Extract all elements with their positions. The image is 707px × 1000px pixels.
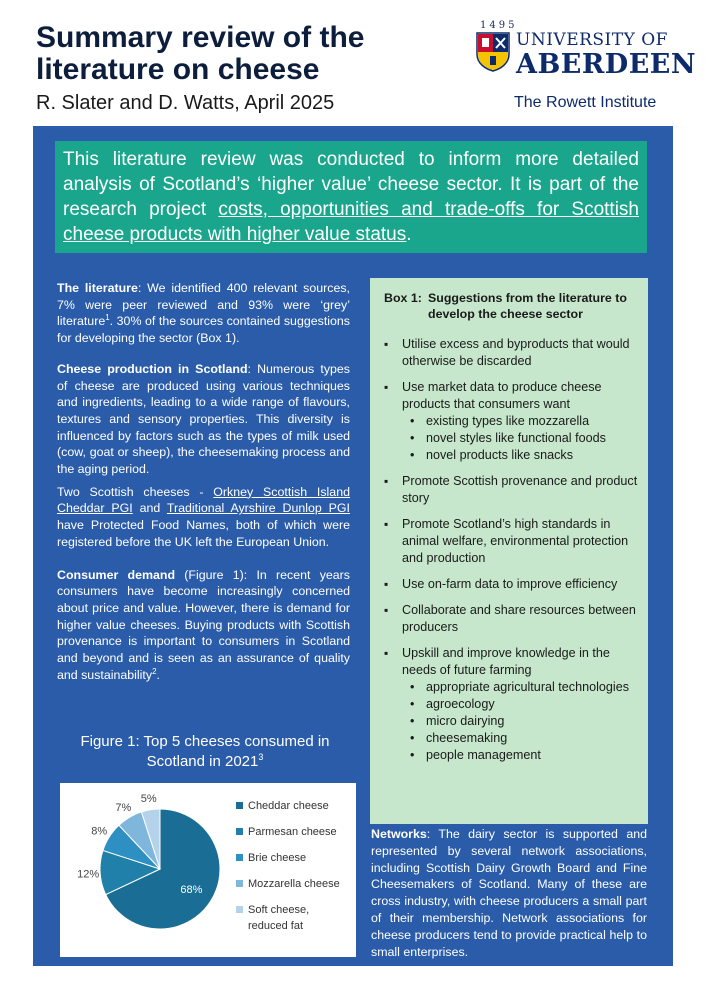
literature-paragraph: The literature: We identified 400 relevant sources, 7% were peer reviewed and 93% were ‘grey’ literature$^1$. 30% of the sources contained suggestions for developing the sector (Box 1). [57, 281, 351, 346]
intro-text: This literature review was conducted to inform more detailed analysis of Scotland’s ‘higher value’ cheese sector. It is part of the research project [63, 149, 639, 220]
box1-item [384, 645, 638, 764]
page-title: Summary review of the literature on cheese [36, 21, 365, 86]
box1-item-text: Collaborate and share resources between producers [402, 603, 636, 634]
logo-university-of: UNIVERSITY OF [516, 30, 668, 50]
box1-item-text: Upskill and improve knowledge in the needs of future farming [402, 646, 610, 677]
legend-swatch [236, 828, 243, 835]
box1-item-text: Utilise excess and byproducts that would otherwise be discarded [402, 337, 630, 368]
box1-subitem: • existing types like mozzarella [402, 413, 638, 430]
legend-label: Cheddar cheese [248, 800, 329, 812]
intro-box [55, 141, 647, 253]
ayrshire-dunlop-link[interactable]: Traditional Ayrshire Dunlop PGI [166, 501, 350, 516]
orkney-cheddar-link[interactable]: Orkney Scottish Island Cheddar PGI [57, 484, 350, 516]
intro-text-end: . [406, 224, 412, 245]
box1-subitem: • novel styles like functional foods [402, 430, 638, 447]
legend-swatch [236, 802, 243, 809]
box1-item-text: Use on-farm data to improve efficiency [402, 577, 618, 591]
logo-institute: The Rowett Institute [514, 94, 657, 111]
crest-icon [476, 32, 510, 72]
box1-subitem: • appropriate agricultural technologies [402, 679, 638, 696]
box1-item-text: Promote Scottish provenance and product story [402, 474, 638, 505]
legend-label: Brie cheese [248, 852, 307, 864]
box1-title: Suggestions from the literature to develop the cheese sector [428, 291, 627, 321]
box1-item [384, 576, 638, 593]
legend-label: Parmesan cheese [248, 826, 337, 838]
box1-item-text: Use market data to produce cheese products that consumers want [402, 380, 602, 411]
demand-heading: Consumer demand [57, 567, 176, 582]
pie-data-label: 8% [91, 825, 108, 838]
pie-data-label: 68% [180, 883, 203, 896]
pie-data-label: 5% [140, 792, 157, 805]
authors-date: R. Slater and D. Watts, April 2025 [36, 92, 335, 114]
networks-paragraph: Networks: The dairy sector is supported and represented by several network associations, including Scottish Dairy Growth Board and Fine Cheesemakers of Scotland. Many of these are cross industry, with cheese producers a small part of their membership. Network associations for cheese producers tend to provide practical help to small enterprises. [371, 827, 647, 959]
box1-subitem: • people management [402, 747, 638, 764]
demand-paragraph: Consumer demand (Figure 1): In recent years consumers have become increasingly concerned about price and value. However, there is demand for higher value cheeses. Buying products with Scottish provenance is important to consumers in Scotland and beyond and is seen as an assurance of quality and sustainability$^2$. [57, 567, 350, 682]
literature-heading: The literature [57, 281, 138, 295]
legend-swatch [236, 906, 243, 913]
figure-title: Figure 1: Top 5 cheeses consumed in Scotland in 2021$^3$ [80, 733, 330, 770]
legend-label: Mozzarella cheese [248, 878, 340, 890]
box1-item [384, 473, 638, 507]
production-heading: Cheese production in Scotland [57, 361, 248, 376]
box1-item [384, 602, 638, 636]
legend-label: Soft cheese, [248, 904, 310, 916]
pie-chart-container [60, 783, 356, 957]
box1-sublist [402, 413, 638, 464]
box1-subitem: • cheesemaking [402, 730, 638, 747]
box1-suggestions [370, 278, 648, 824]
legend-swatch [236, 880, 243, 887]
box1-list [384, 336, 638, 764]
box1-number: Box 1: [384, 291, 422, 305]
logo-aberdeen: ABERDEEN [516, 49, 697, 80]
left-column [57, 280, 350, 740]
box1-subitem: • micro dairying [402, 713, 638, 730]
box1-item [384, 379, 638, 464]
legend-swatch [236, 854, 243, 861]
box1-item [384, 336, 638, 370]
pie-data-label: 12% [77, 868, 100, 881]
networks-heading: Networks [371, 827, 427, 841]
pie-chart [60, 783, 356, 957]
box1-item [384, 516, 638, 567]
pie-data-label: 7% [115, 802, 132, 815]
logo-year: 1495 [480, 20, 518, 31]
university-logo [476, 20, 697, 116]
production-paragraph: Cheese production in Scotland: Numerous types of cheese are produced using various techniques and ingredients, leading to a wide range of flavours, textures and sensory properties. This diversity is influenced by factors such as the types of milk used (cow, goat or sheep), the cheesemaking process and the aging period. [57, 361, 350, 477]
intro-project-link[interactable]: costs, opportunities and trade-offs for Scottish cheese products with higher value status [63, 199, 639, 245]
pgi-paragraph: Two Scottish cheeses - Orkney Scottish Island Cheddar PGI and Traditional Ayrshire Dunlop PGI have Protected Food Names, both of which were registered before the UK left the European Union. [57, 484, 350, 549]
legend-label: reduced fat [248, 920, 304, 932]
box1-heading [384, 290, 638, 322]
box1-subitem: • novel products like snacks [402, 447, 638, 464]
box1-sublist [402, 679, 638, 764]
box1-item-text: Promote Scotland’s high standards in animal welfare, environmental protection and production [402, 517, 629, 565]
box1-subitem: • agroecology [402, 696, 638, 713]
